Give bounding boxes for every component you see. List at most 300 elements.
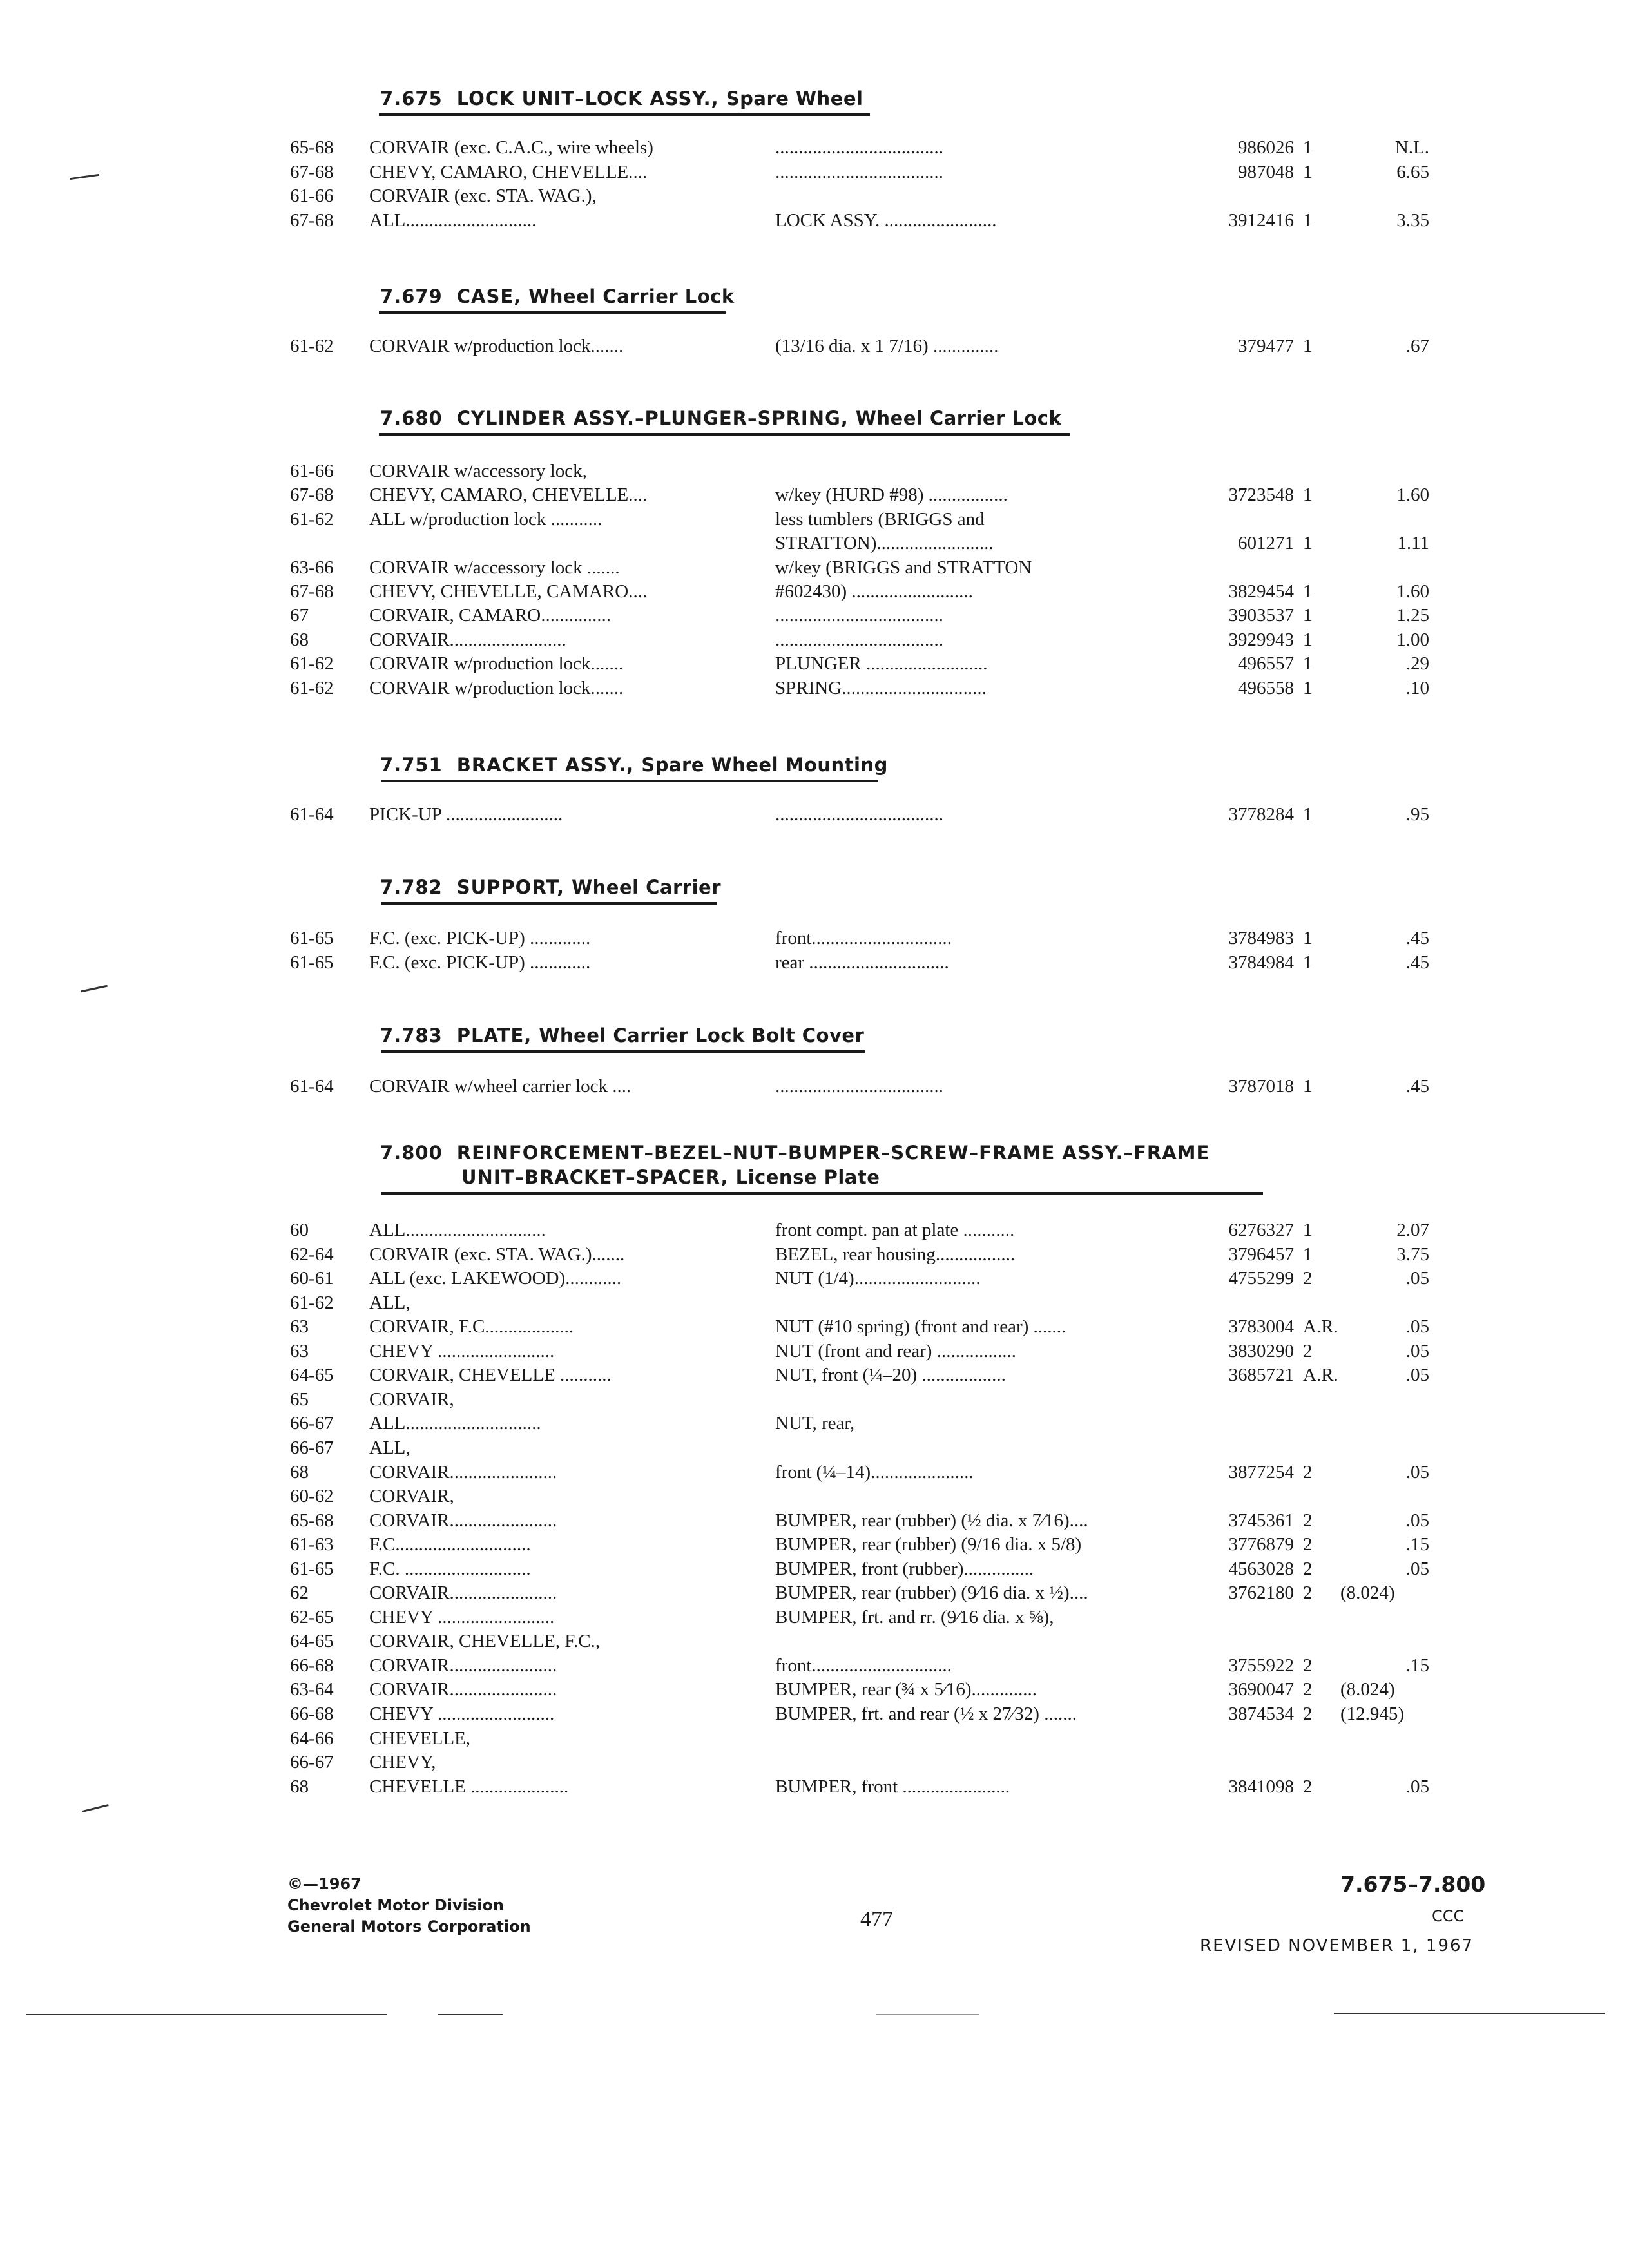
quantity-cell: 1 [1303, 336, 1313, 356]
model-cell: CHEVY, [369, 1752, 436, 1773]
quantity-cell: 1 [1303, 1244, 1313, 1265]
description-cell: .................................... [775, 605, 943, 626]
model-cell: CORVAIR, [369, 1389, 454, 1410]
model-cell: CORVAIR, [369, 1486, 454, 1507]
section-heading: CYLINDER ASSY.–PLUNGER–SPRING, [456, 407, 849, 429]
list-item [0, 1411, 1629, 1436]
part-number-cell: 3912416 [1228, 209, 1294, 231]
bottom-rule [438, 2014, 503, 2015]
model-cell: ALL............................ [369, 209, 537, 231]
list-item [0, 1291, 1629, 1315]
description-cell: (13/16 dia. x 1 7/16) .............. [775, 336, 999, 356]
page-number: 477 [860, 1907, 893, 1931]
part-number-cell: 3784984 [1228, 952, 1294, 973]
year-cell: 61-66 [290, 461, 334, 481]
list-item [0, 926, 1629, 950]
list-item [0, 531, 1629, 555]
price-cell: (12.945) [1340, 1704, 1405, 1724]
price-cell: .15 [1405, 1655, 1429, 1676]
model-cell: CORVAIR, F.C................... [369, 1316, 574, 1338]
description-cell: front (¼–14)...................... [775, 1461, 974, 1483]
year-cell: 61-64 [290, 1076, 334, 1097]
part-number-cell: 3874534 [1228, 1704, 1294, 1724]
year-cell: 67-68 [290, 209, 334, 231]
list-item [0, 1363, 1629, 1387]
part-number-cell: 3929943 [1228, 629, 1294, 650]
price-cell: .05 [1405, 1558, 1429, 1579]
part-number-cell: 3787018 [1228, 1076, 1294, 1097]
description-cell: BUMPER, rear (rubber) (½ dia. x 7⁄16).... [775, 1510, 1088, 1531]
list-item [0, 1436, 1629, 1460]
list-item [0, 1387, 1629, 1412]
description-cell: BUMPER, frt. and rr. (9⁄16 dia. x ⅝), [775, 1606, 1054, 1628]
description-cell: NUT, rear, [775, 1413, 855, 1434]
price-cell: 1.25 [1396, 605, 1429, 626]
list-item [0, 1074, 1629, 1099]
part-number-cell: 4755299 [1228, 1268, 1294, 1289]
model-cell: PICK-UP ......................... [369, 804, 563, 825]
section-number: 7.783 [380, 1024, 443, 1046]
part-number-cell: 379477 [1238, 336, 1294, 356]
quantity-cell: 2 [1303, 1582, 1313, 1604]
model-cell: CHEVELLE, [369, 1727, 471, 1749]
year-cell: 61-62 [290, 1292, 334, 1313]
quantity-cell: 1 [1303, 485, 1313, 506]
description-cell: BUMPER, rear (rubber) (9/16 dia. x 5/8) [775, 1534, 1082, 1555]
price-cell: .05 [1405, 1340, 1429, 1361]
model-cell: ALL.............................. [369, 1220, 546, 1240]
year-cell: 61-65 [290, 928, 334, 948]
list-item [0, 184, 1629, 208]
description-cell: PLUNGER .......................... [775, 653, 988, 675]
year-cell: 64-65 [290, 1631, 334, 1652]
price-cell: (8.024) [1340, 1582, 1395, 1604]
list-item [0, 1677, 1629, 1702]
list-item [0, 1629, 1629, 1653]
year-cell: 60 [290, 1220, 309, 1240]
description-cell: BUMPER, rear (rubber) (9⁄16 dia. x ½).... [775, 1582, 1088, 1604]
price-cell: .10 [1405, 677, 1429, 698]
description-cell: .................................... [775, 804, 943, 825]
model-cell: F.C. ........................... [369, 1558, 531, 1579]
list-item [0, 459, 1629, 483]
quantity-cell: 1 [1303, 1220, 1313, 1240]
list-item [0, 483, 1629, 507]
quantity-cell: 2 [1303, 1340, 1313, 1361]
list-item [0, 1242, 1629, 1267]
quantity-cell: 1 [1303, 533, 1313, 554]
list-item [0, 603, 1629, 628]
list-item [0, 1508, 1629, 1533]
year-cell: 67 [290, 605, 309, 626]
price-cell: 1.60 [1396, 485, 1429, 506]
year-cell: 62-65 [290, 1606, 334, 1628]
year-cell: 64-65 [290, 1365, 334, 1386]
model-cell: CORVAIR w/accessory lock ....... [369, 557, 620, 578]
model-cell: CORVAIR w/production lock....... [369, 677, 624, 698]
list-item [0, 1581, 1629, 1605]
quantity-cell: A.R. [1303, 1365, 1338, 1386]
section-heading: SUPPORT, [456, 876, 565, 898]
description-cell: w/key (BRIGGS and STRATTON [775, 557, 1032, 578]
description-cell: BEZEL, rear housing................. [775, 1244, 1016, 1265]
description-cell: LOCK ASSY. ........................ [775, 209, 997, 231]
year-cell: 62 [290, 1582, 309, 1604]
part-number-cell: 3783004 [1228, 1316, 1294, 1338]
quantity-cell: 2 [1303, 1704, 1313, 1724]
description-cell: SPRING............................... [775, 677, 987, 698]
model-cell: CHEVY ......................... [369, 1340, 555, 1361]
model-cell: CORVAIR......................... [369, 629, 566, 650]
quantity-cell: 1 [1303, 605, 1313, 626]
description-cell: front compt. pan at plate ........... [775, 1220, 1015, 1240]
price-cell: 3.75 [1396, 1244, 1429, 1265]
year-cell: 65-68 [290, 137, 334, 158]
margin-mark [82, 1804, 108, 1812]
part-number-cell: 3685721 [1228, 1365, 1294, 1386]
section-heading-line2: UNIT–BRACKET–SPACER, [461, 1166, 729, 1188]
part-number-cell: 3830290 [1228, 1340, 1294, 1361]
model-cell: CORVAIR w/production lock....... [369, 653, 624, 675]
price-cell: .45 [1405, 928, 1429, 948]
model-cell: CORVAIR (exc. STA. WAG.), [369, 186, 597, 206]
quantity-cell: 2 [1303, 1655, 1313, 1676]
list-item [0, 135, 1629, 160]
list-item [0, 651, 1629, 676]
section-underline [379, 311, 726, 314]
year-cell: 61-65 [290, 952, 334, 973]
model-cell: CORVAIR....................... [369, 1461, 557, 1483]
quantity-cell: 1 [1303, 928, 1313, 948]
price-cell: 3.35 [1396, 209, 1429, 231]
year-cell: 61-63 [290, 1534, 334, 1555]
model-cell: CORVAIR....................... [369, 1679, 557, 1700]
quantity-cell: 2 [1303, 1776, 1313, 1797]
model-cell: CHEVY, CAMARO, CHEVELLE.... [369, 485, 648, 506]
description-cell: .................................... [775, 629, 943, 650]
section-number: 7.675 [380, 88, 443, 110]
footer-corporation: General Motors Corporation [287, 1917, 531, 1936]
part-number-cell: 3784983 [1228, 928, 1294, 948]
model-cell: CORVAIR....................... [369, 1582, 557, 1604]
part-number-cell: 987048 [1238, 161, 1294, 182]
year-cell: 66-67 [290, 1413, 334, 1434]
price-cell: (8.024) [1340, 1679, 1395, 1700]
model-cell: F.C............................. [369, 1534, 531, 1555]
year-cell: 66-67 [290, 1437, 334, 1458]
year-cell: 61-62 [290, 653, 334, 675]
quantity-cell: 2 [1303, 1510, 1313, 1531]
price-cell: 6.65 [1396, 161, 1429, 182]
year-cell: 66-68 [290, 1655, 334, 1676]
price-cell: .05 [1405, 1461, 1429, 1483]
list-item [0, 334, 1629, 358]
price-cell: 1.11 [1397, 533, 1429, 554]
list-item [0, 802, 1629, 827]
description-cell: .................................... [775, 161, 943, 182]
quantity-cell: 1 [1303, 137, 1313, 158]
year-cell: 64-66 [290, 1727, 334, 1749]
list-item [0, 1218, 1629, 1242]
list-item [0, 1484, 1629, 1508]
year-cell: 67-68 [290, 161, 334, 182]
section-subtitle: Wheel Carrier Lock [855, 407, 1062, 429]
price-cell: 1.00 [1396, 629, 1429, 650]
part-number-cell: 3829454 [1228, 581, 1294, 602]
quantity-cell: 2 [1303, 1558, 1313, 1579]
price-cell: .29 [1405, 653, 1429, 675]
part-number-cell: 986026 [1238, 137, 1294, 158]
price-cell: .05 [1405, 1776, 1429, 1797]
model-cell: CORVAIR, CHEVELLE, F.C., [369, 1631, 601, 1652]
list-item [0, 1314, 1629, 1339]
section-number: 7.800 [380, 1142, 443, 1164]
section-underline [381, 902, 717, 905]
group-range: 7.675–7.800 [1340, 1872, 1486, 1897]
quantity-cell: 2 [1303, 1534, 1313, 1555]
description-cell: front.............................. [775, 928, 952, 948]
model-cell: CHEVY ......................... [369, 1606, 555, 1628]
year-cell: 68 [290, 1776, 309, 1797]
quantity-cell: 2 [1303, 1461, 1313, 1483]
section-heading: REINFORCEMENT–BEZEL–NUT–BUMPER–SCREW–FRAME ASSY.–FRAME [456, 1142, 1210, 1164]
year-cell: 67-68 [290, 485, 334, 506]
section-subtitle: Wheel Carrier Lock [528, 285, 735, 307]
section-heading: CASE, [456, 285, 522, 307]
year-cell: 61-62 [290, 677, 334, 698]
year-cell: 66-67 [290, 1752, 334, 1773]
year-cell: 63-64 [290, 1679, 334, 1700]
year-cell: 60-61 [290, 1268, 334, 1289]
section-subtitle: Wheel Carrier Lock Bolt Cover [539, 1024, 865, 1046]
section-7751-title [380, 753, 888, 777]
list-item [0, 1605, 1629, 1629]
price-cell: .05 [1405, 1316, 1429, 1338]
list-item [0, 950, 1629, 975]
part-number-cell: 3755922 [1228, 1655, 1294, 1676]
year-cell: 65-68 [290, 1510, 334, 1531]
section-subtitle: License Plate [735, 1166, 880, 1188]
price-cell: .67 [1405, 336, 1429, 356]
quantity-cell: A.R. [1303, 1316, 1338, 1338]
description-cell: BUMPER, frt. and rear (½ x 27⁄32) ....... [775, 1704, 1077, 1724]
list-item [0, 160, 1629, 184]
section-subtitle: Wheel Carrier [572, 876, 722, 898]
list-item [0, 1774, 1629, 1799]
model-cell: F.C. (exc. PICK-UP) ............. [369, 928, 591, 948]
quantity-cell: 1 [1303, 629, 1313, 650]
quantity-cell: 1 [1303, 653, 1313, 675]
price-cell: .45 [1405, 1076, 1429, 1097]
model-cell: CHEVY, CAMARO, CHEVELLE.... [369, 161, 648, 182]
year-cell: 61-66 [290, 186, 334, 206]
list-item [0, 1339, 1629, 1363]
bottom-rule [26, 2014, 387, 2015]
section-heading: BRACKET ASSY., [456, 754, 635, 776]
section-7680-title [380, 406, 1061, 430]
part-number-cell: 6276327 [1228, 1220, 1294, 1240]
price-cell: .45 [1405, 952, 1429, 973]
part-number-cell: 3841098 [1228, 1776, 1294, 1797]
description-cell: NUT (front and rear) ................. [775, 1340, 1016, 1361]
year-cell: 61-65 [290, 1558, 334, 1579]
price-cell: .05 [1405, 1268, 1429, 1289]
part-number-cell: 3776879 [1228, 1534, 1294, 1555]
description-cell: front.............................. [775, 1655, 952, 1676]
year-cell: 63 [290, 1316, 309, 1338]
section-number: 7.679 [380, 285, 443, 307]
model-cell: ALL, [369, 1292, 410, 1313]
part-number-cell: 496557 [1238, 653, 1294, 675]
section-underline [381, 1050, 865, 1053]
section-heading: LOCK UNIT–LOCK ASSY., [456, 88, 719, 110]
description-cell: BUMPER, front (rubber)............... [775, 1558, 1034, 1579]
model-cell: CORVAIR w/accessory lock, [369, 461, 587, 481]
catalog-code: CCC [1432, 1907, 1465, 1925]
part-number-cell: 3723548 [1228, 485, 1294, 506]
section-underline [379, 113, 870, 116]
list-item [0, 1460, 1629, 1485]
quantity-cell: 1 [1303, 581, 1313, 602]
bottom-rule [876, 2014, 979, 2015]
model-cell: CORVAIR, CAMARO............... [369, 605, 612, 626]
year-cell: 60-62 [290, 1486, 334, 1507]
list-item [0, 579, 1629, 604]
list-item [0, 208, 1629, 233]
year-cell: 65 [290, 1389, 309, 1410]
model-cell: ALL w/production lock ........... [369, 508, 602, 530]
section-underline [381, 780, 878, 782]
list-item [0, 555, 1629, 580]
quantity-cell: 1 [1303, 952, 1313, 973]
list-item [0, 1557, 1629, 1581]
section-7679-title [380, 284, 735, 309]
price-cell: N.L. [1394, 137, 1429, 158]
part-number-cell: 601271 [1238, 533, 1294, 554]
description-cell: NUT (#10 spring) (front and rear) ....... [775, 1316, 1066, 1338]
description-cell: #602430) .......................... [775, 581, 973, 602]
model-cell: F.C. (exc. PICK-UP) ............. [369, 952, 591, 973]
year-cell: 63 [290, 1340, 309, 1361]
quantity-cell: 2 [1303, 1268, 1313, 1289]
section-underline [381, 1192, 1263, 1195]
list-item [0, 1750, 1629, 1774]
section-subtitle: Spare Wheel [726, 88, 863, 110]
quantity-cell: 1 [1303, 804, 1313, 825]
description-cell: BUMPER, front ....................... [775, 1776, 1010, 1797]
price-cell: .05 [1405, 1510, 1429, 1531]
list-item [0, 628, 1629, 652]
part-number-cell: 3778284 [1228, 804, 1294, 825]
section-heading: PLATE, [456, 1024, 532, 1046]
part-number-cell: 3745361 [1228, 1510, 1294, 1531]
section-underline [379, 433, 1070, 436]
description-cell: rear .............................. [775, 952, 949, 973]
model-cell: CORVAIR....................... [369, 1655, 557, 1676]
year-cell: 68 [290, 629, 309, 650]
description-cell: .................................... [775, 1076, 943, 1097]
list-item [0, 1266, 1629, 1291]
section-number: 7.782 [380, 876, 443, 898]
price-cell: .05 [1405, 1365, 1429, 1386]
description-cell: w/key (HURD #98) ................. [775, 485, 1008, 506]
quantity-cell: 1 [1303, 161, 1313, 182]
model-cell: CORVAIR (exc. STA. WAG.)....... [369, 1244, 625, 1265]
model-cell: ALL............................. [369, 1413, 541, 1434]
footer-publisher [287, 1874, 531, 1937]
margin-mark [81, 985, 108, 993]
description-cell: NUT, front (¼–20) .................. [775, 1365, 1006, 1386]
section-7783-title [380, 1023, 864, 1048]
list-item [0, 1702, 1629, 1726]
part-number-cell: 3762180 [1228, 1582, 1294, 1604]
price-cell: .95 [1405, 804, 1429, 825]
year-cell: 62-64 [290, 1244, 334, 1265]
list-item [0, 507, 1629, 532]
model-cell: ALL (exc. LAKEWOOD)............ [369, 1268, 622, 1289]
list-item [0, 1726, 1629, 1751]
part-number-cell: 496558 [1238, 677, 1294, 698]
section-number: 7.751 [380, 754, 443, 776]
year-cell: 66-68 [290, 1704, 334, 1724]
model-cell: CORVAIR (exc. C.A.C., wire wheels) [369, 137, 653, 158]
model-cell: CORVAIR, CHEVELLE ........... [369, 1365, 612, 1386]
description-cell: less tumblers (BRIGGS and [775, 508, 985, 530]
part-number-cell: 4563028 [1228, 1558, 1294, 1579]
model-cell: CORVAIR....................... [369, 1510, 557, 1531]
section-subtitle: Spare Wheel Mounting [641, 754, 888, 776]
part-number-cell: 3690047 [1228, 1679, 1294, 1700]
year-cell: 61-62 [290, 336, 334, 356]
model-cell: ALL, [369, 1437, 410, 1458]
description-cell: BUMPER, rear (¾ x 5⁄16).............. [775, 1679, 1037, 1700]
section-7782-title [380, 875, 721, 899]
quantity-cell: 1 [1303, 209, 1313, 231]
model-cell: CORVAIR w/production lock....... [369, 336, 624, 356]
bottom-rule [1334, 2013, 1605, 2014]
footer-division: Chevrolet Motor Division [287, 1896, 504, 1914]
revision-date: REVISED NOVEMBER 1, 1967 [1200, 1936, 1474, 1956]
price-cell: .15 [1405, 1534, 1429, 1555]
year-cell: 61-64 [290, 804, 334, 825]
quantity-cell: 1 [1303, 1076, 1313, 1097]
description-cell: .................................... [775, 137, 943, 158]
part-number-cell: 3877254 [1228, 1461, 1294, 1483]
part-number-cell: 3796457 [1228, 1244, 1294, 1265]
description-cell: NUT (1/4)........................... [775, 1268, 981, 1289]
quantity-cell: 2 [1303, 1679, 1313, 1700]
price-cell: 2.07 [1396, 1220, 1429, 1240]
section-7675-title [380, 86, 863, 111]
year-cell: 67-68 [290, 581, 334, 602]
year-cell: 68 [290, 1461, 309, 1483]
list-item [0, 1532, 1629, 1557]
list-item [0, 676, 1629, 700]
year-cell: 63-66 [290, 557, 334, 578]
section-7800-title [380, 1140, 1210, 1189]
description-cell: STRATTON)......................... [775, 533, 994, 554]
footer-copyright: ©—1967 [287, 1875, 361, 1893]
price-cell: 1.60 [1396, 581, 1429, 602]
list-item [0, 1653, 1629, 1678]
year-cell: 61-62 [290, 508, 334, 530]
quantity-cell: 1 [1303, 677, 1313, 698]
part-number-cell: 3903537 [1228, 605, 1294, 626]
model-cell: CHEVELLE ..................... [369, 1776, 569, 1797]
model-cell: CHEVY ......................... [369, 1704, 555, 1724]
model-cell: CORVAIR w/wheel carrier lock .... [369, 1076, 631, 1097]
model-cell: CHEVY, CHEVELLE, CAMARO.... [369, 581, 648, 602]
